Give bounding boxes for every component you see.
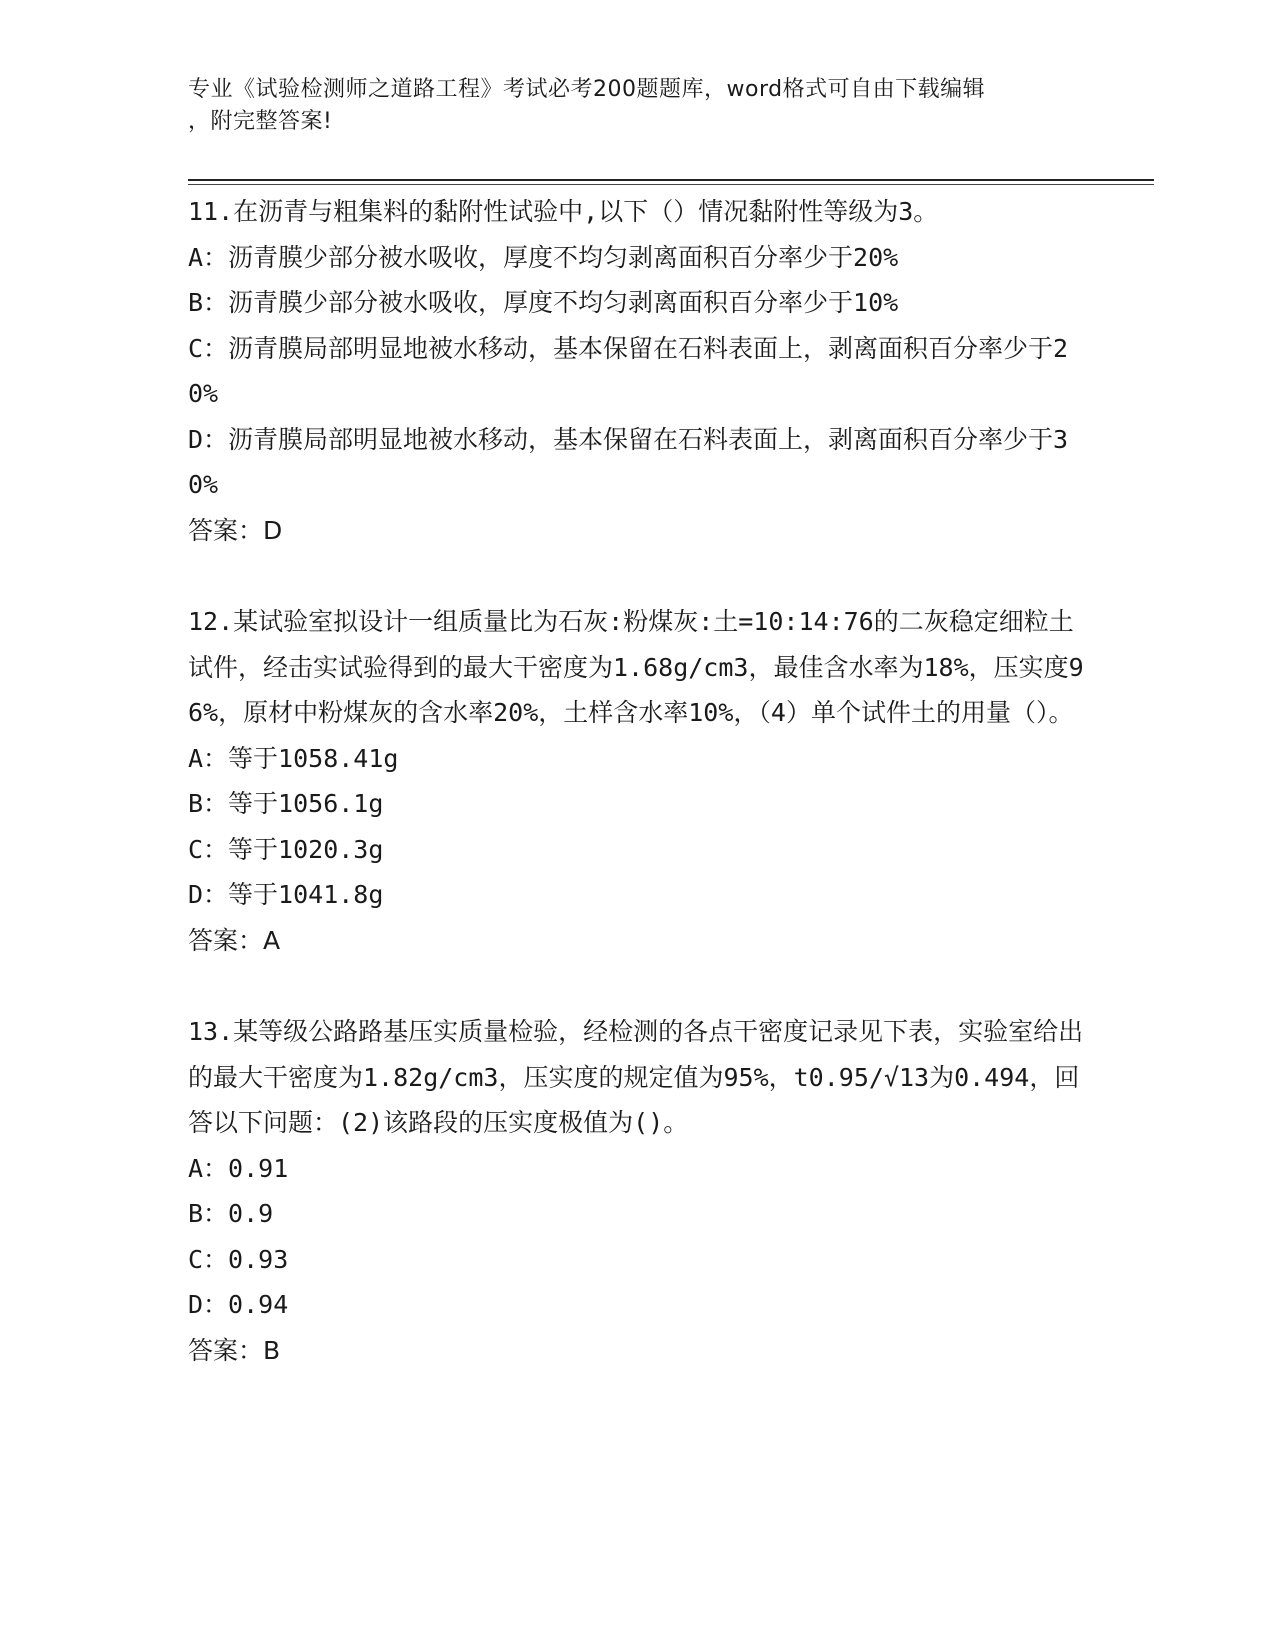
option-d: D：等于1041.8g: [188, 880, 384, 909]
option-b: B：沥青膜少部分被水吸收，厚度不均匀剥离面积百分率少于10%: [188, 288, 899, 317]
option-a: A：沥青膜少部分被水吸收，厚度不均匀剥离面积百分率少于20%: [188, 242, 899, 272]
answer-line: 答案：B: [188, 1335, 281, 1365]
question-list: [188, 189, 1088, 1419]
option-a: A：等于1058.41g: [188, 743, 399, 773]
header-divider-thick: [188, 179, 1154, 181]
answer-line: 答案：A: [188, 925, 281, 955]
question-12: [188, 599, 1088, 963]
question-11: [188, 189, 1088, 553]
header-line-1: 专业《试验检测师之道路工程》考试必考200题题库，word格式可自由下载编辑: [188, 77, 986, 102]
question-13: [188, 1009, 1088, 1373]
header-line-2: ，附完整答案!: [188, 109, 333, 134]
option-c: C：0.93: [188, 1244, 289, 1274]
option-a: A：0.91: [188, 1153, 289, 1183]
document-header: [188, 74, 1078, 138]
question-stem: 11.在沥青与粗集料的黏附性试验中,以下（）情况黏附性等级为3。: [188, 197, 939, 226]
option-b: B：等于1056.1g: [188, 789, 384, 818]
option-b: B：0.9: [188, 1199, 274, 1228]
option-d: D：0.94: [188, 1290, 289, 1319]
answer-line: 答案：D: [188, 515, 283, 545]
question-stem: 12.某试验室拟设计一组质量比为石灰:粉煤灰:土=10:14:76的二灰稳定细粒土试件，经击实试验得到的最大干密度为1.68g/cm3，最佳含水率为18%，压实度96%，原材中粉煤灰的含水率20%，土样含水率10%，（4）单个试件土的用量（）。: [188, 607, 1084, 727]
option-d: D：沥青膜局部明显地被水移动，基本保留在石料表面上，剥离面积百分率少于30%: [188, 424, 1069, 499]
option-c: C：沥青膜局部明显地被水移动，基本保留在石料表面上，剥离面积百分率少于20%: [188, 333, 1069, 408]
header-divider-thin: [188, 184, 1154, 185]
question-stem: 13.某等级公路路基压实质量检验，经检测的各点干密度记录见下表，实验室给出的最大干密度为1.82g/cm3，压实度的规定值为95%，t0.95/√13为0.494，回答以下问题：(2)该路段的压实度极值为()。: [188, 1017, 1084, 1137]
option-c: C：等于1020.3g: [188, 834, 384, 864]
